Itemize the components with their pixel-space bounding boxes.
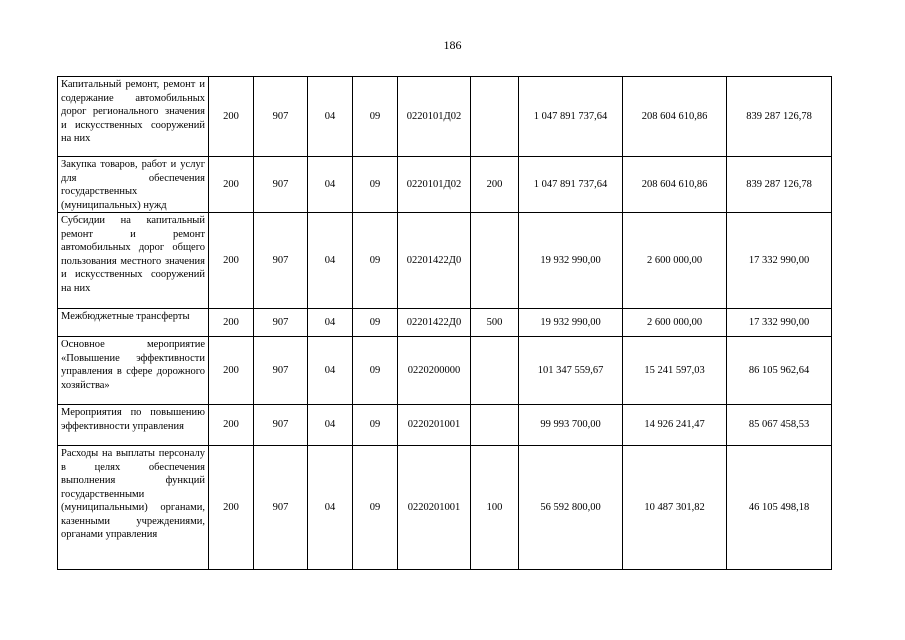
cell-v3: 839 287 126,78 (727, 77, 832, 157)
cell-v3: 85 067 458,53 (727, 405, 832, 446)
cell-v3: 17 332 990,00 (727, 309, 832, 337)
cell-code: 0220200000 (398, 337, 471, 405)
table-row (58, 213, 832, 309)
cell-vr: 500 (471, 309, 519, 337)
cell-v2: 15 241 597,03 (623, 337, 727, 405)
cell-code: 0220201001 (398, 405, 471, 446)
cell-c1: 200 (209, 77, 254, 157)
table-row (58, 446, 832, 570)
cell-c4: 09 (353, 213, 398, 309)
cell-v1: 99 993 700,00 (519, 405, 623, 446)
cell-v2: 14 926 241,47 (623, 405, 727, 446)
cell-c3: 04 (308, 309, 353, 337)
row-name: Межбюджетные трансферты (58, 309, 209, 337)
cell-v2: 2 600 000,00 (623, 213, 727, 309)
cell-c3: 04 (308, 446, 353, 570)
cell-v2: 208 604 610,86 (623, 77, 727, 157)
budget-table (57, 76, 832, 570)
cell-c4: 09 (353, 405, 398, 446)
cell-v1: 1 047 891 737,64 (519, 157, 623, 213)
cell-vr (471, 77, 519, 157)
cell-c2: 907 (254, 213, 308, 309)
cell-c2: 907 (254, 157, 308, 213)
table-row (58, 337, 832, 405)
cell-c3: 04 (308, 157, 353, 213)
cell-vr: 100 (471, 446, 519, 570)
cell-c4: 09 (353, 446, 398, 570)
cell-v3: 839 287 126,78 (727, 157, 832, 213)
row-name: Расходы на выплаты персоналу в целях обеспечения выполнения функций государственными (муниципальными) органами, казенными учреждениями, органами управления (58, 446, 209, 570)
cell-v3: 17 332 990,00 (727, 213, 832, 309)
cell-c4: 09 (353, 77, 398, 157)
table-row (58, 157, 832, 213)
cell-vr (471, 213, 519, 309)
table-row (58, 405, 832, 446)
cell-c1: 200 (209, 405, 254, 446)
cell-vr: 200 (471, 157, 519, 213)
cell-c1: 200 (209, 213, 254, 309)
cell-c3: 04 (308, 405, 353, 446)
cell-v3: 46 105 498,18 (727, 446, 832, 570)
cell-code: 0220201001 (398, 446, 471, 570)
page-number: 186 (443, 38, 462, 52)
cell-code: 02201422Д0 (398, 309, 471, 337)
cell-c2: 907 (254, 77, 308, 157)
cell-c2: 907 (254, 309, 308, 337)
cell-c1: 200 (209, 337, 254, 405)
cell-c4: 09 (353, 157, 398, 213)
row-name: Субсидии на капитальный ремонт и ремонт автомобильных дорог общего пользования местного значения и искусственных сооружений на них (58, 213, 209, 309)
cell-c2: 907 (254, 446, 308, 570)
cell-c3: 04 (308, 77, 353, 157)
cell-v2: 2 600 000,00 (623, 309, 727, 337)
cell-v1: 1 047 891 737,64 (519, 77, 623, 157)
cell-v1: 101 347 559,67 (519, 337, 623, 405)
cell-v2: 10 487 301,82 (623, 446, 727, 570)
cell-code: 02201422Д0 (398, 213, 471, 309)
cell-vr (471, 337, 519, 405)
cell-v1: 19 932 990,00 (519, 309, 623, 337)
cell-c1: 200 (209, 446, 254, 570)
cell-c4: 09 (353, 309, 398, 337)
cell-code: 0220101Д02 (398, 157, 471, 213)
cell-v3: 86 105 962,64 (727, 337, 832, 405)
cell-c1: 200 (209, 157, 254, 213)
cell-c3: 04 (308, 337, 353, 405)
cell-v1: 19 932 990,00 (519, 213, 623, 309)
cell-v1: 56 592 800,00 (519, 446, 623, 570)
cell-c4: 09 (353, 337, 398, 405)
table-row (58, 77, 832, 157)
cell-code: 0220101Д02 (398, 77, 471, 157)
row-name: Мероприятия по повышению эффективности управления (58, 405, 209, 446)
table-row (58, 309, 832, 337)
row-name: Закупка товаров, работ и услуг для обеспечения государственных (муниципальных) нужд (58, 157, 209, 213)
row-name: Основное мероприятие «Повышение эффективности управления в сфере дорожного хозяйства» (58, 337, 209, 405)
cell-vr (471, 405, 519, 446)
cell-c1: 200 (209, 309, 254, 337)
cell-c2: 907 (254, 337, 308, 405)
cell-v2: 208 604 610,86 (623, 157, 727, 213)
cell-c2: 907 (254, 405, 308, 446)
cell-c3: 04 (308, 213, 353, 309)
row-name: Капитальный ремонт, ремонт и содержание автомобильных дорог регионального значения и искусственных сооружений на них (58, 77, 209, 157)
